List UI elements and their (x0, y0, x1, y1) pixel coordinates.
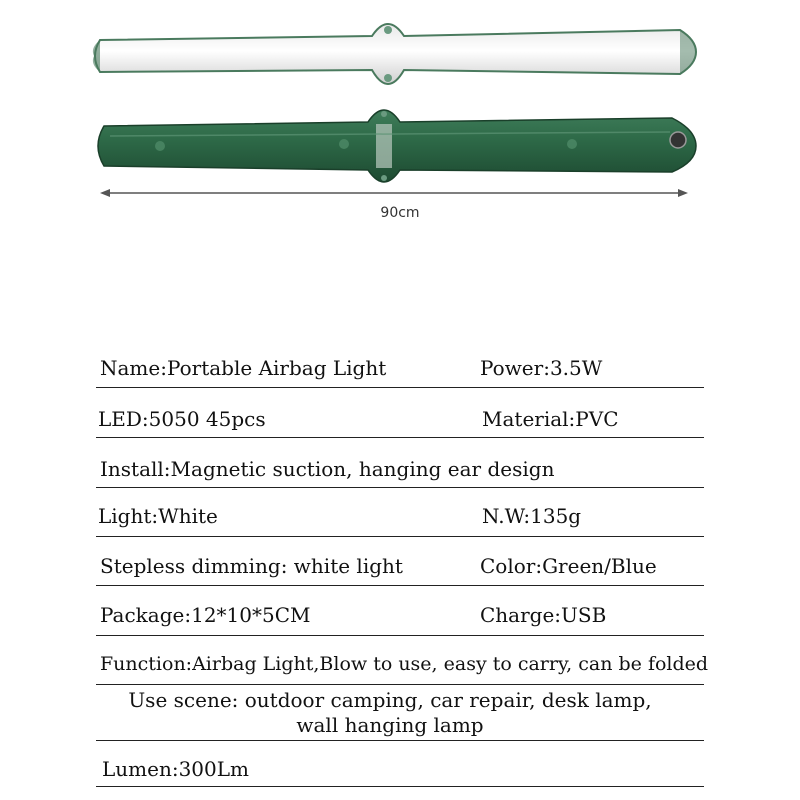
spec-color: Color:Green/Blue (480, 554, 657, 578)
row-divider (96, 536, 704, 537)
spec-use-scene-line2: wall hanging lamp (296, 713, 484, 737)
spec-charge: Charge:USB (480, 603, 607, 627)
row-divider (96, 684, 704, 685)
white-airbag-light (93, 24, 696, 84)
row-divider (96, 387, 704, 388)
row-divider (96, 437, 704, 438)
spec-light: Light:White (98, 504, 218, 528)
row-divider (96, 635, 704, 636)
spec-nw: N.W:135g (482, 504, 582, 528)
spec-package: Package:12*10*5CM (100, 603, 311, 627)
row-divider (96, 740, 704, 741)
spec-use-scene-line1: Use scene: outdoor camping, car repair, desk lamp, (128, 688, 652, 712)
row-divider (96, 786, 704, 787)
spec-dimming: Stepless dimming: white light (100, 554, 403, 578)
spec-material: Material:PVC (482, 407, 619, 431)
spec-led: LED:5050 45pcs (98, 407, 266, 431)
spec-lumen: Lumen:300Lm (102, 757, 250, 781)
row-divider (96, 487, 704, 488)
green-airbag-light (98, 110, 696, 182)
spec-name: Name:Portable Airbag Light (100, 356, 387, 380)
valve-icon (670, 132, 686, 148)
row-divider (96, 585, 704, 586)
spec-function: Function:Airbag Light,Blow to use, easy to carry, can be folded (100, 653, 709, 675)
product-figure (0, 0, 800, 240)
spec-install: Install:Magnetic suction, hanging ear design (100, 457, 555, 481)
spec-power: Power:3.5W (480, 356, 603, 380)
dimension-arrow (100, 189, 688, 197)
dimension-label: 90cm (380, 205, 420, 221)
